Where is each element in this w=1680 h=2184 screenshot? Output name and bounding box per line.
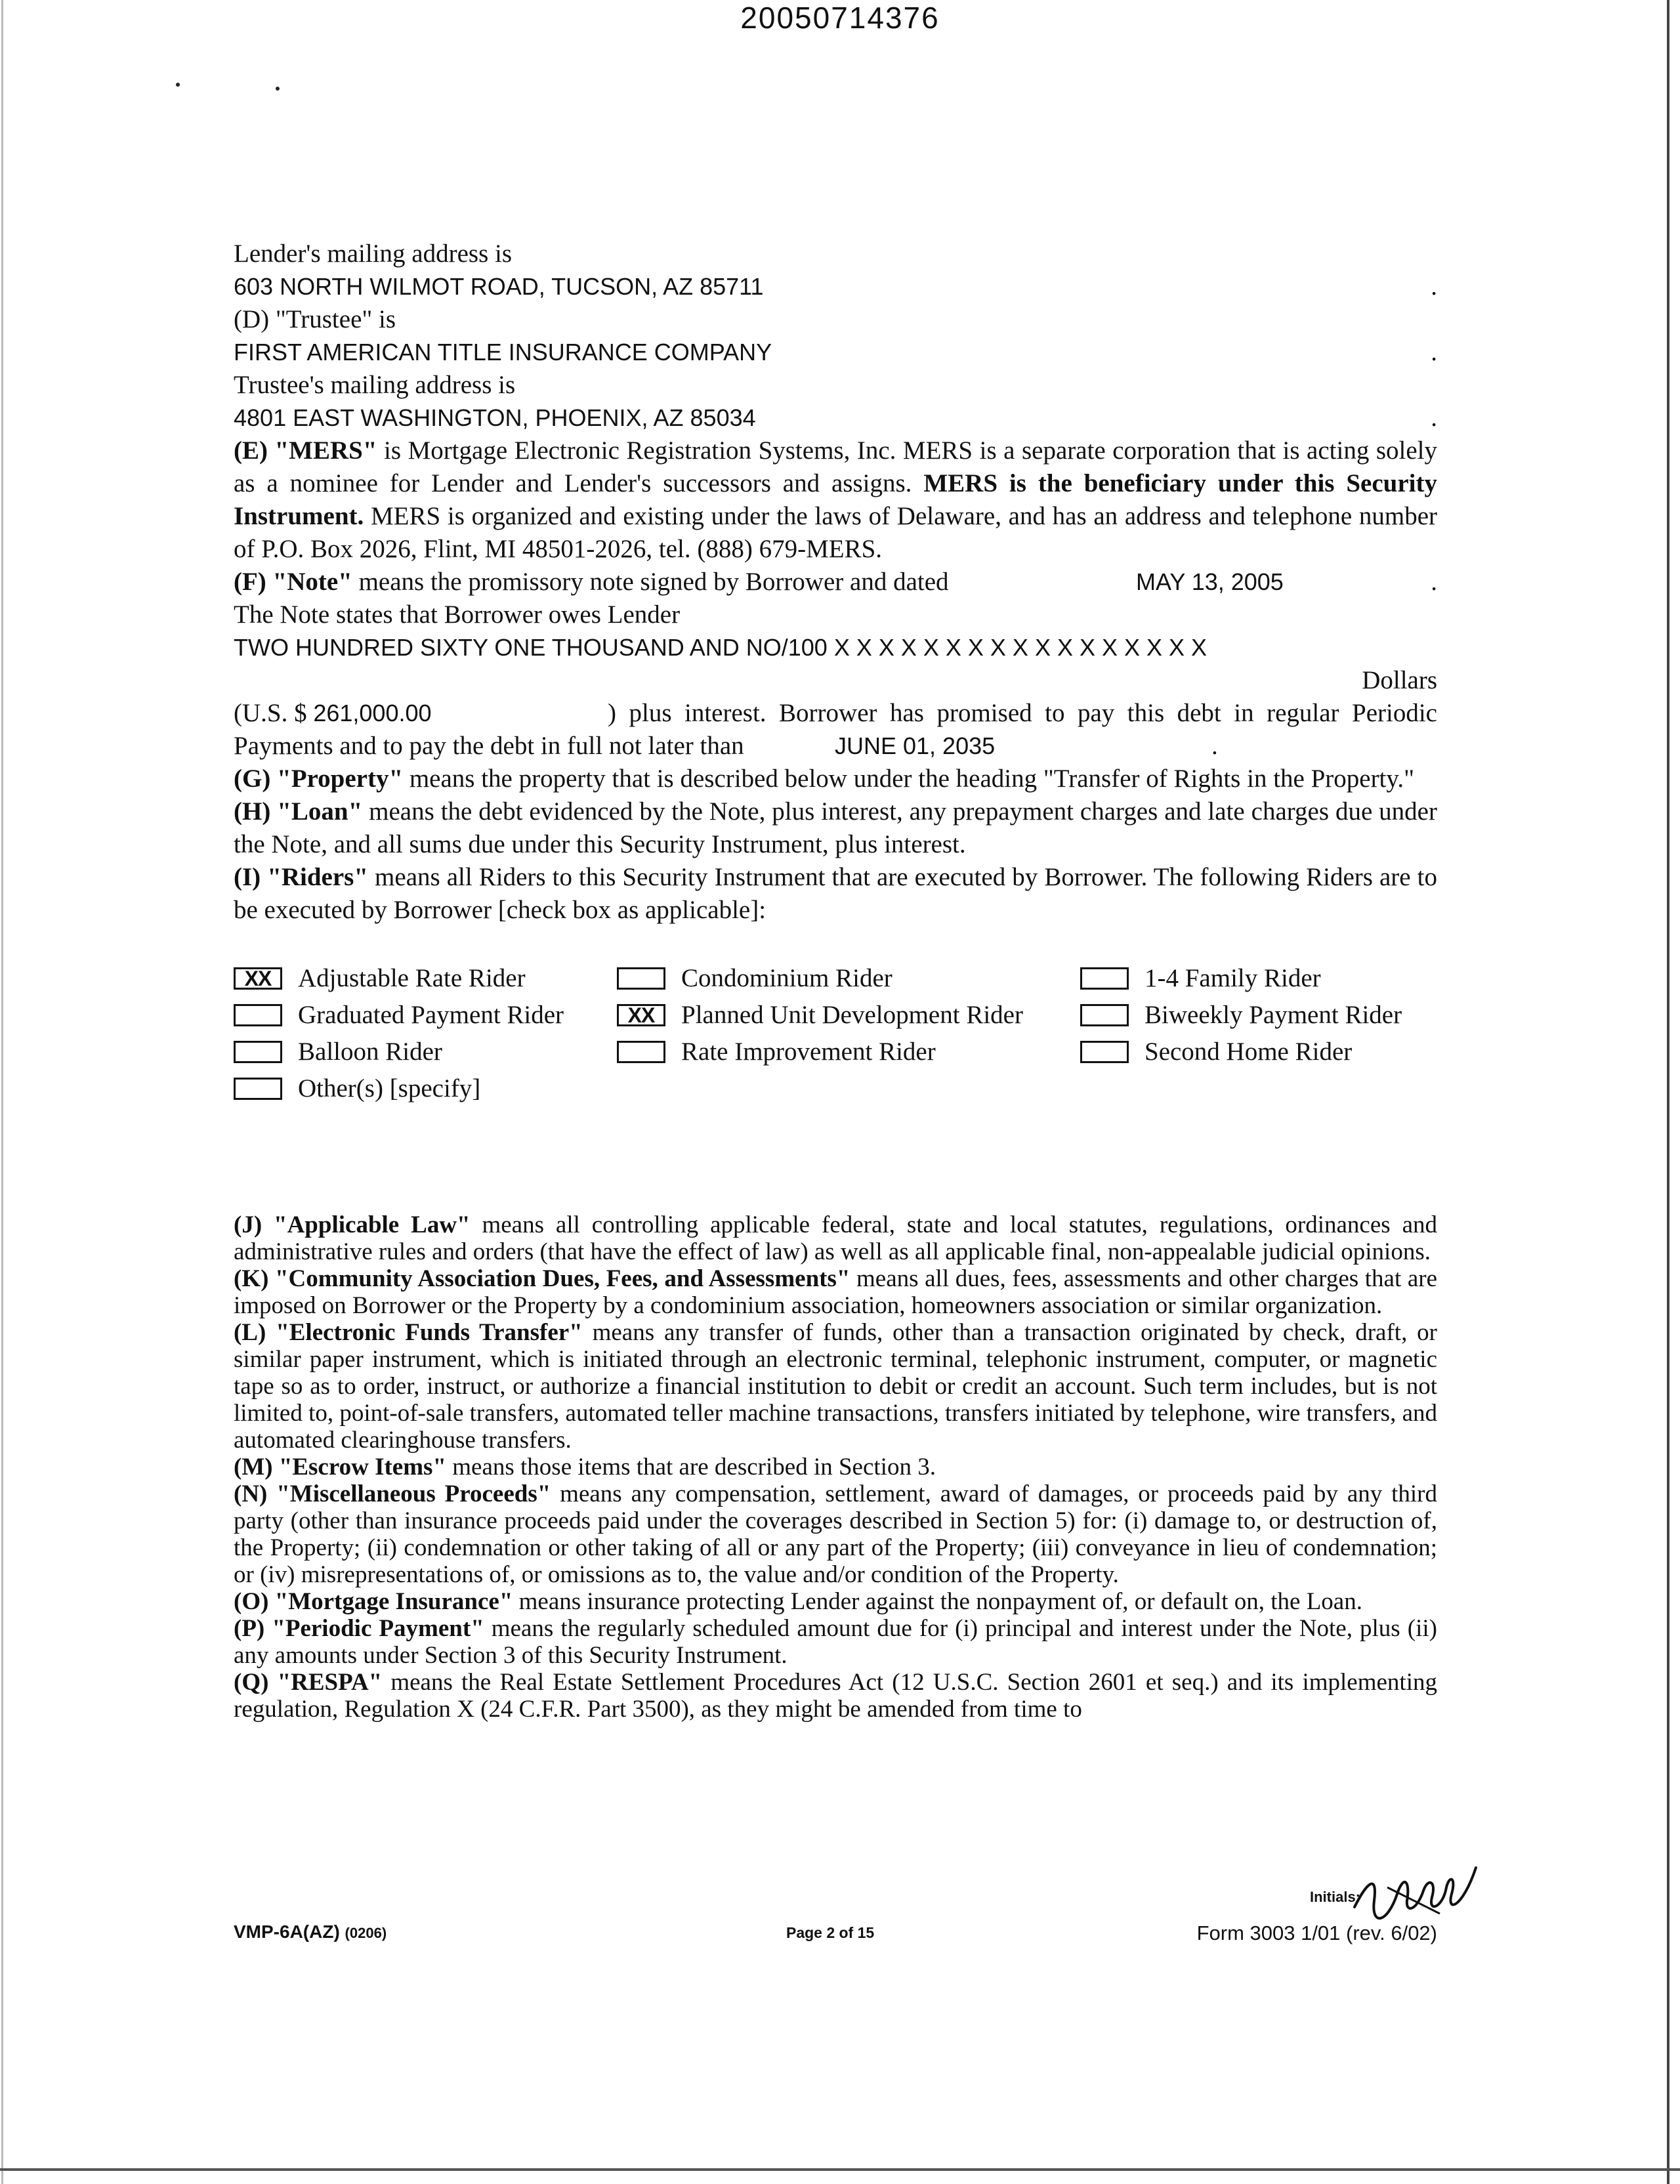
definition-tag: (N) "Miscellaneous Proceeds" (234, 1480, 551, 1507)
rider-rate-improvement (617, 1037, 936, 1066)
dollars-line (234, 664, 1437, 697)
definition-electronic-funds-transfer (234, 1319, 1437, 1454)
page-footer (234, 1922, 1437, 1961)
definition-text: means insurance protecting Lender against the nonpayment of, or default on, the Loan. (513, 1588, 1362, 1615)
note-amount-words-line (234, 631, 1437, 664)
definition-tag: (K) "Community Association Dues, Fees, and Assessments" (234, 1265, 850, 1292)
line-period: . (1431, 568, 1437, 596)
rider-balloon (234, 1037, 442, 1066)
form-number: Form 3003 1/01 (rev. 6/02) (1196, 1922, 1437, 1944)
trustee-address: 4801 EAST WASHINGTON, PHOENIX, AZ 85034 (234, 404, 756, 431)
lender-address: 603 NORTH WILMOT ROAD, TUCSON, AZ 85711 (234, 273, 764, 300)
rider-biweekly-payment (1080, 1000, 1402, 1030)
checkbox[interactable] (1080, 967, 1129, 990)
note-owes: The Note states that Borrower owes Lender (234, 600, 681, 629)
rider-label: Biweekly Payment Rider (1144, 1001, 1402, 1029)
definition-text: means the Real Estate Settlement Procedures Act (12 U.S.C. Section 2601 et seq.) and its implementing regulation, Regulation X (24 C.F.R. Part 3500), as they might be amended from time to (234, 1669, 1437, 1723)
form-code-rev: (0206) (345, 1925, 387, 1941)
riders-row (234, 1074, 1437, 1110)
plus-interest-text: ) plus interest. Borrower has promised to pay this debt in regular Periodic (608, 699, 1437, 727)
mers-tag: (E) "MERS" (234, 436, 377, 465)
definitions-top (234, 238, 1437, 927)
rider-planned-unit-development (617, 1000, 1023, 1030)
payments-text: Payments and to pay the debt in full not later than (234, 732, 744, 760)
definition-text: means any compensation, settlement, award of damages, or proceeds paid by any third party (other than insurance proceeds paid under the coverages described in Section 5) for: (i) damage to, or destruction of, the Property; (ii) condemnation or other taking of all or any part of the Property; (iii) conveyance in lieu of condemnation; or (iv) misrepresentations of, or omissions as to, the value and/or condition of the Property. (234, 1480, 1438, 1588)
rider-label: 1-4 Family Rider (1144, 964, 1321, 992)
definition-text: means the regularly scheduled amount due for (i) principal and interest under the Note, plus (ii) any amounts under Section 3 of this Security Instrument. (234, 1615, 1437, 1669)
riders-text: means all Riders to this Security Instrument that are executed by Borrower. The following Riders are to be executed by Borrower [check box as applicable]: (234, 863, 1437, 924)
note-amount: 261,000.00 (313, 700, 432, 726)
scan-speck (176, 83, 180, 87)
lender-address-line (234, 270, 1437, 303)
definition-community-association (234, 1265, 1437, 1319)
mers-text-2: MERS is organized and existing under the laws of Delaware, and has an address and telephone number of P.O. Box 2026, Flint, MI 48501-2026, tel. (888) 679-MERS. (234, 502, 1437, 563)
property-definition (234, 763, 1437, 795)
definition-tag: (L) "Electronic Funds Transfer" (234, 1319, 583, 1346)
loan-tag: (H) "Loan" (234, 797, 363, 826)
us-prefix: (U.S. $ (234, 699, 307, 727)
line-period: . (1431, 272, 1437, 301)
rider-1-4-family (1080, 963, 1321, 993)
rider-condominium (617, 963, 892, 993)
trustee-address-label: Trustee's mailing address is (234, 371, 516, 399)
rider-label: Other(s) [specify] (298, 1074, 481, 1102)
note-text: means the promissory note signed by Borrower and dated (352, 568, 949, 596)
rider-graduated-payment (234, 1000, 564, 1030)
rider-second-home (1080, 1037, 1352, 1066)
definition-text: means all dues, fees, assessments and other charges that are imposed on Borrower or the Property by a condominium association, homeowners association or similar organization. (234, 1265, 1437, 1319)
dollars-label: Dollars (1362, 666, 1437, 694)
us-amount-line (234, 697, 1437, 730)
property-text: means the property that is described below under the heading "Transfer of Rights in the Property." (403, 765, 1415, 793)
scan-edge-left (1, 0, 3, 2184)
line-period: . (1431, 404, 1437, 432)
checkbox[interactable] (234, 1004, 282, 1026)
riders-row (234, 1037, 1437, 1074)
checkbox[interactable] (234, 1078, 282, 1100)
recording-number: 20050714376 (740, 1, 940, 35)
property-tag: (G) "Property" (234, 765, 404, 793)
payments-line (234, 730, 1437, 763)
note-line (234, 566, 1437, 598)
checkbox[interactable] (1080, 1041, 1129, 1063)
rider-label: Planned Unit Development Rider (681, 1001, 1023, 1029)
rider-label: Adjustable Rate Rider (298, 964, 526, 992)
definition-respa (234, 1669, 1437, 1723)
rider-adjustable-rate (234, 963, 526, 993)
scan-speck (276, 87, 280, 91)
note-tag: (F) "Note" (234, 568, 352, 596)
trustee-address-line (234, 402, 1437, 434)
mers-text-1: is Mortgage Electronic Registration Systems, Inc. MERS is a separate corporation that is acting solely as a nominee for Lender and Lender's successors and assigns. (234, 436, 1437, 497)
form-code (234, 1922, 387, 1942)
initials-label: Initials: (1310, 1889, 1361, 1905)
definition-tag: (M) "Escrow Items" (234, 1454, 446, 1480)
checkbox[interactable]: XX (617, 1004, 665, 1026)
definition-text: means any transfer of funds, other than a transaction originated by check, draft, or similar paper instrument, which is initiated through an electronic terminal, telephonic instrument, computer, or magnetic tape so as to order, instruct, or authorize a financial institution to debit or credit an account. Such term includes, but is not limited to, point-of-sale transfers, automated teller machine transactions, transfers initiated by telephone, wire transfers, and automated clearinghouse transfers. (234, 1319, 1438, 1454)
loan-definition (234, 795, 1437, 861)
line-period: . (1431, 338, 1437, 366)
riders-tag: (I) "Riders" (234, 863, 368, 891)
definition-tag: (J) "Applicable Law" (234, 1211, 471, 1238)
definitions-list (234, 1211, 1437, 1723)
note-date: MAY 13, 2005 (1136, 568, 1284, 595)
rider-label: Second Home Rider (1144, 1038, 1353, 1066)
scan-edge-bottom (0, 2168, 1680, 2171)
definition-mortgage-insurance (234, 1588, 1437, 1615)
definition-periodic-payment (234, 1615, 1437, 1669)
checkbox[interactable] (234, 1041, 282, 1063)
trustee-name: FIRST AMERICAN TITLE INSURANCE COMPANY (234, 339, 772, 366)
checkbox[interactable]: XX (234, 967, 282, 990)
trustee-name-line (234, 336, 1437, 369)
mers-bold-text: MERS is the beneficiary under this Security Instrument. (234, 469, 1437, 530)
riders-definition (234, 861, 1437, 927)
mers-definition (234, 434, 1437, 566)
riders-row (234, 1000, 1437, 1037)
checkbox[interactable] (617, 967, 665, 990)
loan-text: means the debt evidenced by the Note, plus interest, any prepayment charges and late charges due under the Note, and all sums due under this Security Instrument, plus interest. (234, 797, 1437, 858)
definition-miscellaneous-proceeds (234, 1480, 1437, 1588)
page-number: Page 2 of 15 (786, 1924, 875, 1941)
note-amount-words: TWO HUNDRED SIXTY ONE THOUSAND AND NO/100 X X X X X X X X X X X X X X X X X (234, 634, 1208, 661)
maturity-date: JUNE 01, 2035 (835, 732, 996, 759)
definition-text: means those items that are described in Section 3. (446, 1454, 936, 1480)
lender-label: Lender's mailing address is (234, 240, 513, 268)
line-period: . (1211, 732, 1218, 760)
definition-tag: (P) "Periodic Payment" (234, 1615, 484, 1642)
definition-escrow-items (234, 1454, 1437, 1480)
rider-label: Balloon Rider (298, 1038, 442, 1066)
definition-text: means all controlling applicable federal, state and local statutes, regulations, ordinances and administrative rules and orders (that have the effect of law) as well as all applicable final, non-appealable judicial opinions. (234, 1211, 1437, 1265)
checkbox[interactable] (1080, 1004, 1129, 1026)
checkbox[interactable] (617, 1041, 665, 1063)
form-code-id: VMP-6A(AZ) (234, 1922, 340, 1942)
trustee-label: (D) "Trustee" is (234, 305, 396, 333)
rider-label: Graduated Payment Rider (298, 1001, 564, 1029)
riders-row (234, 963, 1437, 1000)
definition-tag: (Q) "RESPA" (234, 1669, 383, 1696)
definition-applicable-law (234, 1211, 1437, 1265)
scan-edge-right (1667, 0, 1670, 2184)
riders-checklist (234, 963, 1437, 1110)
rider-other (234, 1074, 480, 1103)
rider-label: Condominium Rider (681, 964, 892, 992)
definition-tag: (O) "Mortgage Insurance" (234, 1588, 513, 1615)
rider-label: Rate Improvement Rider (681, 1038, 936, 1066)
